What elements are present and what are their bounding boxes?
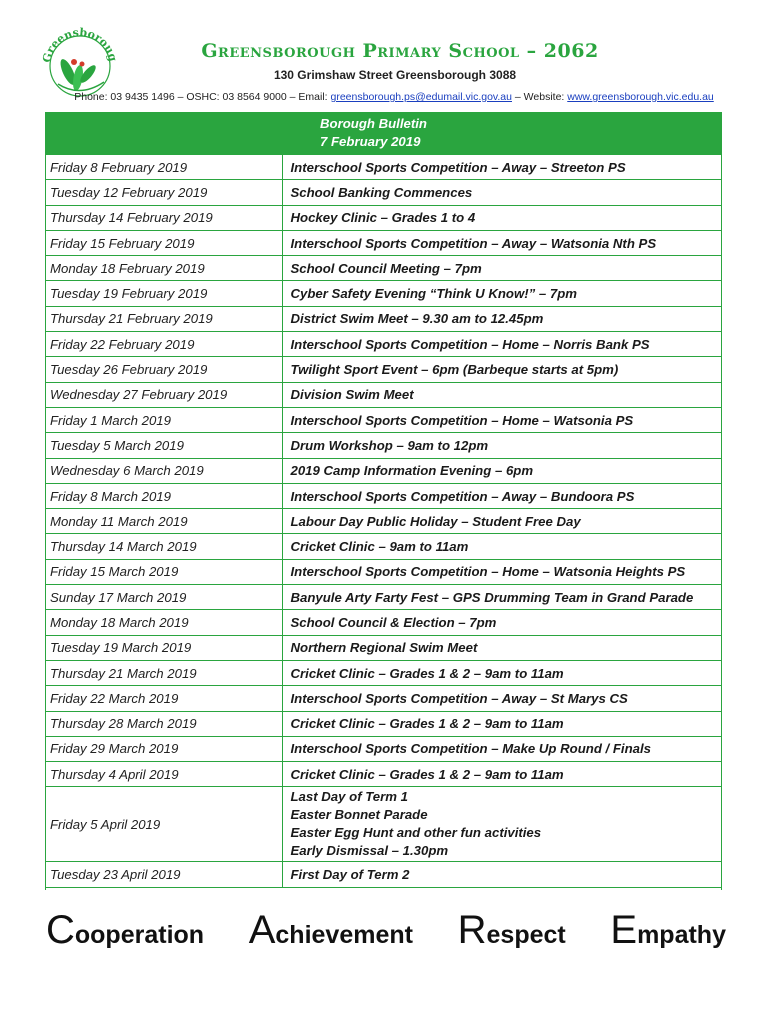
value-rest: mpathy [637,921,726,949]
event-date: Tuesday 19 February 2019 [45,281,282,306]
event-date: Thursday 4 April 2019 [45,762,282,787]
event-date: Tuesday 12 February 2019 [45,180,282,205]
contact-prefix: Phone: 03 9435 1496 – OSHC: 03 8564 9000 – Email: [74,91,331,103]
table-row [45,711,722,736]
event-date: Sunday 17 March 2019 [45,585,282,610]
event-date: Monday 18 February 2019 [45,256,282,281]
event-date: Wednesday 6 March 2019 [45,458,282,483]
value-word [46,908,204,953]
event-date: Thursday 28 March 2019 [45,711,282,736]
table-row [45,155,722,180]
value-word [458,908,566,953]
event-date: Tuesday 26 February 2019 [45,357,282,382]
table-row [45,281,722,306]
event-description: Hockey Clinic – Grades 1 to 4 [282,205,722,230]
event-date: Friday 1 March 2019 [45,407,282,432]
event-description: Interschool Sports Competition – Home – Watsonia PS [282,407,722,432]
event-date: Friday 29 March 2019 [45,736,282,761]
event-description: Cricket Clinic – Grades 1 & 2 – 9am to 11am [282,762,722,787]
table-row [45,585,722,610]
event-description: Interschool Sports Competition – Home – Norris Bank PS [282,332,722,357]
event-description: Cricket Clinic – Grades 1 & 2 – 9am to 11am [282,711,722,736]
contact-middle: – Website: [512,91,568,103]
event-description: Twilight Sport Event – 6pm (Barbeque starts at 5pm) [282,357,722,382]
table-row [45,230,722,255]
table-row [45,736,722,761]
value-initial: A [248,908,276,952]
website-link[interactable]: www.greensborough.vic.edu.au [567,91,714,103]
event-date: Monday 18 March 2019 [45,610,282,635]
event-description: Interschool Sports Competition – Away – Watsonia Nth PS [282,230,722,255]
value-initial: R [457,908,487,952]
value-word [249,908,413,953]
school-address: 130 Grimshaw Street Greensborough 3088 [273,68,517,82]
email-link[interactable]: greensborough.ps@edumail.vic.gov.au [330,91,512,103]
event-date: Friday 22 March 2019 [45,686,282,711]
event-line: Easter Egg Hunt and other fun activities [290,825,542,841]
event-description: School Council & Election – 7pm [282,610,722,635]
event-description: School Council Meeting – 7pm [282,256,722,281]
value-initial: C [46,908,75,952]
event-date: Friday 8 March 2019 [45,483,282,508]
event-date: Friday 22 February 2019 [45,332,282,357]
table-row [45,635,722,660]
table-row [45,483,722,508]
event-date: Wednesday 27 February 2019 [45,382,282,407]
event-date: Friday 8 February 2019 [45,155,282,180]
table-row [45,180,722,205]
event-description: 2019 Camp Information Evening – 6pm [282,458,722,483]
event-description: Interschool Sports Competition – Make Up Round / Finals [282,736,722,761]
contact-line [0,91,770,103]
event-date: Tuesday 23 April 2019 [45,862,282,887]
school-name: Greensborough Primary School – 2062 [201,40,599,62]
table-row [45,357,722,382]
school-values [46,908,726,953]
event-line: Early Dismissal – 1.30pm [290,843,449,859]
event-description: Division Swim Meet [282,382,722,407]
table-row [45,559,722,584]
event-line: Last Day of Term 1 [290,789,409,805]
event-description: School Banking Commences [282,180,722,205]
value-rest: espect [486,921,566,949]
bulletin-date: 7 February 2019 [320,134,421,149]
table-row [45,509,722,534]
event-description: Labour Day Public Holiday – Student Free Day [282,509,722,534]
table-row [45,534,722,559]
table-row [45,660,722,685]
bulletin-table [45,112,722,888]
event-date: Friday 15 February 2019 [45,230,282,255]
table-row [45,332,722,357]
bulletin-header [282,112,722,155]
bulletin-header-row [45,112,722,155]
event-date: Tuesday 19 March 2019 [45,635,282,660]
table-row [45,306,722,331]
event-description-list [282,787,722,862]
table-row [45,787,722,862]
table-row [45,762,722,787]
value-initial: E [610,908,638,952]
event-description: First Day of Term 2 [282,862,722,887]
event-date: Thursday 21 March 2019 [45,660,282,685]
event-date: Friday 5 April 2019 [45,787,282,862]
event-date: Friday 15 March 2019 [45,559,282,584]
event-date: Tuesday 5 March 2019 [45,433,282,458]
value-rest: ooperation [74,921,205,949]
event-description: Cricket Clinic – 9am to 11am [282,534,722,559]
bulletin-title: Borough Bulletin [320,116,427,131]
bulletin-header-spacer [45,112,282,155]
table-row [45,433,722,458]
event-description: District Swim Meet – 9.30 am to 12.45pm [282,306,722,331]
event-date: Thursday 21 February 2019 [45,306,282,331]
table-row [45,256,722,281]
table-row [45,610,722,635]
value-rest: chievement [275,921,413,949]
event-date: Thursday 14 February 2019 [45,205,282,230]
event-description: Banyule Arty Farty Fest – GPS Drumming Team in Grand Parade [282,585,722,610]
event-description: Drum Workshop – 9am to 12pm [282,433,722,458]
table-row [45,686,722,711]
event-date: Monday 11 March 2019 [45,509,282,534]
event-description: Northern Regional Swim Meet [282,635,722,660]
event-description: Cricket Clinic – Grades 1 & 2 – 9am to 11am [282,660,722,685]
table-row [45,407,722,432]
table-row [45,382,722,407]
table-row [45,862,722,887]
event-description: Interschool Sports Competition – Home – Watsonia Heights PS [282,559,722,584]
value-word [610,908,726,953]
event-description: Cyber Safety Evening “Think U Know!” – 7pm [282,281,722,306]
event-line: Easter Bonnet Parade [290,807,428,823]
event-date: Thursday 14 March 2019 [45,534,282,559]
event-description: Interschool Sports Competition – Away – Streeton PS [282,155,722,180]
svg-text:Greensborough: Greensboroug [40,25,120,64]
event-description: Interschool Sports Competition – Away – St Marys CS [282,686,722,711]
table-row [45,205,722,230]
table-row [45,458,722,483]
event-description: Interschool Sports Competition – Away – Bundoora PS [282,483,722,508]
